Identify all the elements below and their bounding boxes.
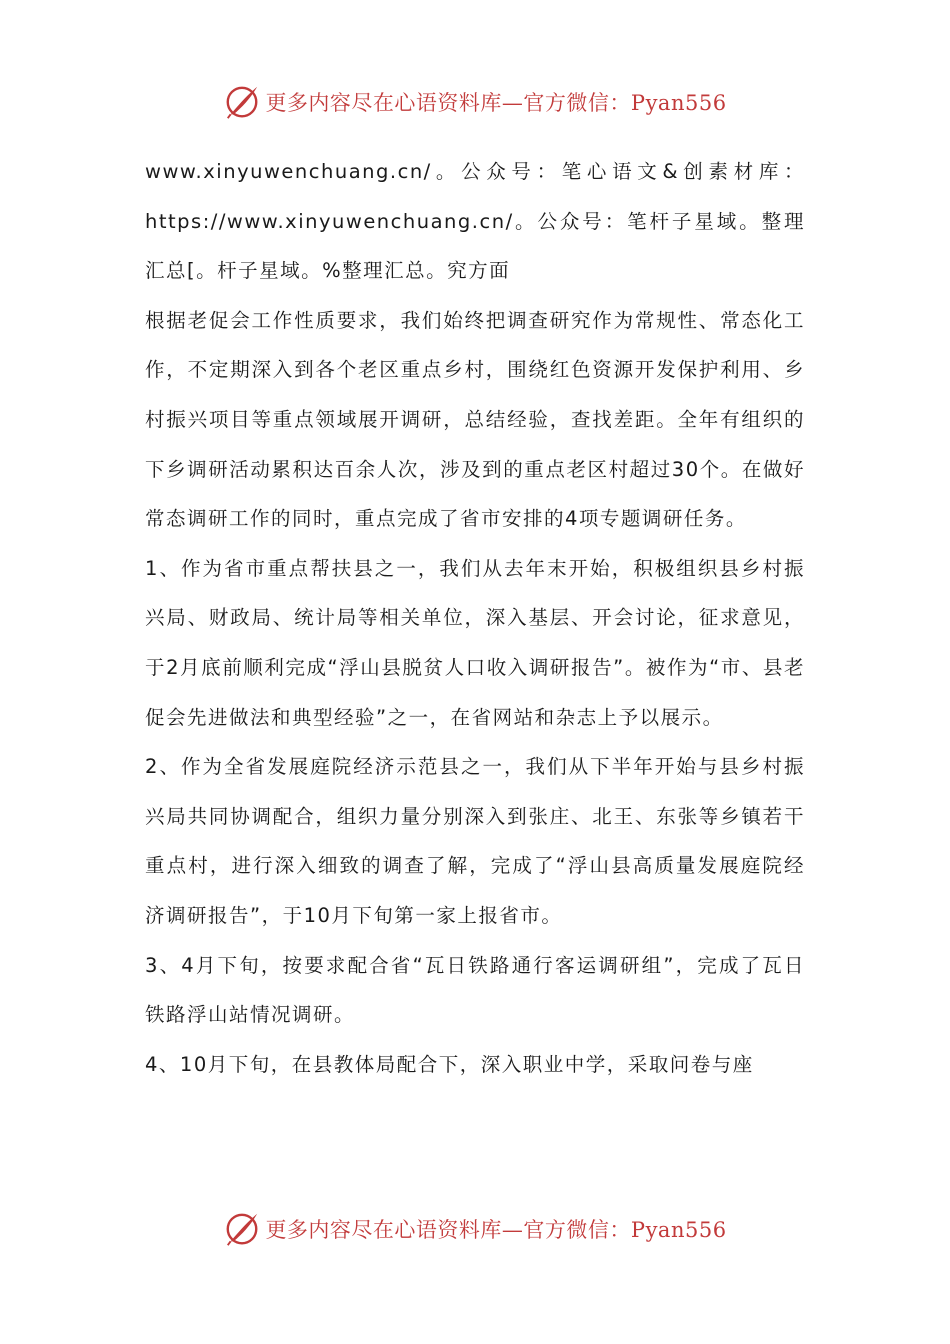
banner-text: 更多内容尽在心语资料库—官方微信：Pyan556 [265, 1218, 727, 1242]
banner-text: 更多内容尽在心语资料库—官方微信：Pyan556 [265, 91, 727, 115]
quill-logo-icon [223, 1210, 261, 1248]
quill-logo-icon [223, 83, 261, 121]
paragraph: 4、10月下旬，在县教体局配合下，深入职业中学，采取问卷与座 [145, 1052, 754, 1076]
document-body [145, 147, 805, 1089]
footer-banner [0, 1207, 950, 1251]
paragraph: 根据老促会工作性质要求，我们始终把调查研究作为常规性、常态化工作，不定期深入到各个老区重点乡村，围绕红色资源开发保护利用、乡村振兴项目等重点领域展开调研，总结经验，查找差距。全年有组织的下乡调研活动累积达百余人次，涉及到的重点老区村超过30个。在做好常态调研工作的同时，重点完成了省市安排的4项专题调研任务。 [145, 308, 805, 531]
paragraph: 3、4月下旬，按要求配合省“瓦日铁路通行客运调研组”，完成了瓦日铁路浮山站情况调研。 [145, 953, 805, 1027]
paragraph: 1、作为省市重点帮扶县之一，我们从去年末开始，积极组织县乡村振兴局、财政局、统计局等相关单位，深入基层、开会讨论，征求意见，于2月底前顺利完成“浮山县脱贫人口收入调研报告”。被作为“市、县老促会先进做法和典型经验”之一，在省网站和杂志上予以展示。 [145, 556, 805, 729]
paragraph: 2、作为全省发展庭院经济示范县之一，我们从下半年开始与县乡村振兴局共同协调配合，组织力量分别深入到张庄、北王、东张等乡镇若干重点村，进行深入细致的调查了解，完成了“浮山县高质量发展庭院经济调研报告”，于10月下旬第一家上报省市。 [145, 755, 805, 927]
header-banner [0, 80, 950, 124]
paragraph: www.xinyuwenchuang.cn/。公众号：笔心语文&创素材库：https://www.xinyuwenchuang.cn/。公众号：笔杆子星域。整理汇总[。杆子星域。%整理汇总。究方面 [145, 160, 805, 283]
